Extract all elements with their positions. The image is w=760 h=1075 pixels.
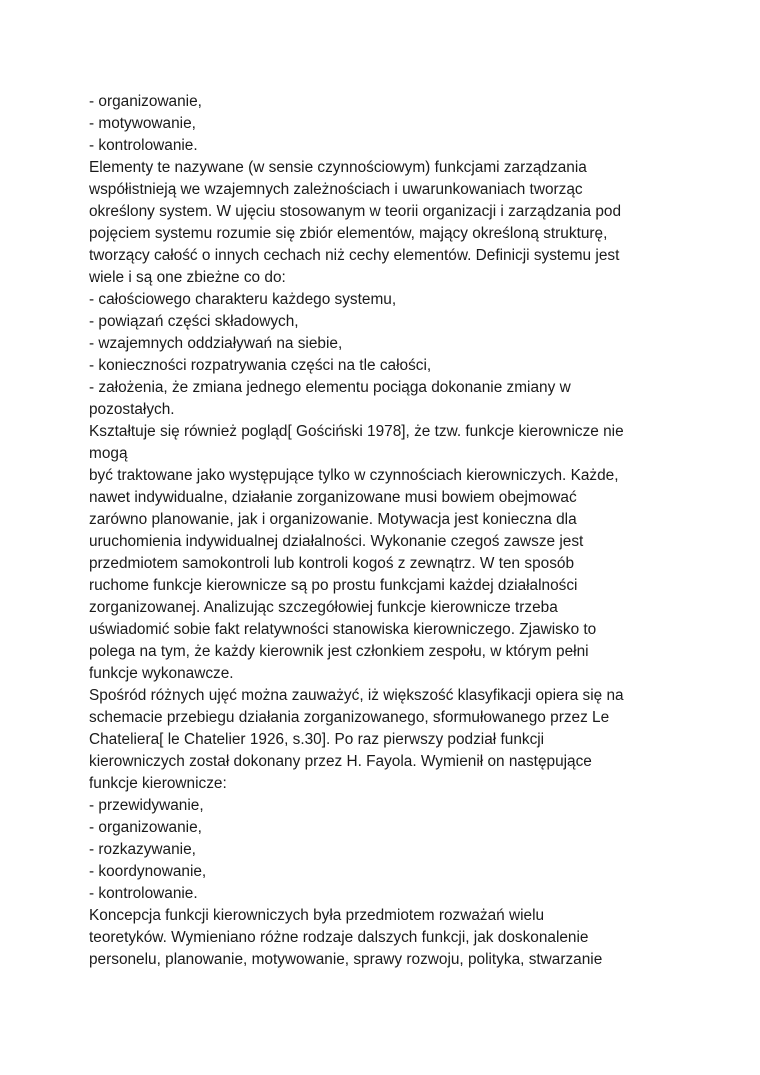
text-line: Koncepcja funkcji kierowniczych była przedmiotem rozważań wielu [89,907,545,924]
text-line: polega na tym, że każdy kierownik jest członkiem zespołu, w którym pełni [89,643,589,660]
text-line: funkcje kierownicze: [89,775,227,792]
text-line: określony system. W ujęciu stosowanym w teorii organizacji i zarządzania pod [89,203,622,220]
text-line: - motywowanie, [89,115,196,132]
text-line: pozostałych. [89,401,175,418]
text-line: - założenia, że zmiana jednego elementu pociąga dokonanie zmiany w [89,379,571,396]
text-line: wiele i są one zbieżne co do: [89,269,286,286]
text-line: zarówno planowanie, jak i organizowanie. Motywacja jest konieczna dla [89,511,577,528]
text-line: przedmiotem samokontroli lub kontroli kogoś z zewnątrz. W ten sposób [89,555,575,572]
text-line: teoretyków. Wymieniano różne rodzaje dalszych funkcji, jak doskonalenie [89,929,589,946]
text-line: - kontrolowanie. [89,885,198,902]
text-line: zorganizowanej. Analizując szczegółowiej funkcje kierownicze trzeba [89,599,558,616]
text-line: - organizowanie, [89,819,202,836]
text-line: schemacie przebiegu działania zorganizowanego, sformułowanego przez Le [89,709,610,726]
text-line: - powiązań części składowych, [89,313,299,330]
text-line: współistnieją we wzajemnych zależnościach i uwarunkowaniach tworząc [89,181,583,198]
text-line: kierowniczych został dokonany przez H. Fayola. Wymienił on następujące [89,753,592,770]
text-line: - całościowego charakteru każdego systemu, [89,291,397,308]
text-line: ruchome funkcje kierownicze są po prostu funkcjami każdej działalności [89,577,578,594]
text-line: nawet indywidualne, działanie zorganizowane musi bowiem obejmować [89,489,577,506]
text-line: mogą [89,445,128,462]
text-line: pojęciem systemu rozumie się zbiór elementów, mający określoną strukturę, [89,225,608,242]
text-line: być traktowane jako występujące tylko w czynnościach kierowniczych. Każde, [89,467,619,484]
document-page [89,91,689,971]
text-line: - przewidywanie, [89,797,204,814]
text-line: - kontrolowanie. [89,137,198,154]
text-line: - wzajemnych oddziaływań na siebie, [89,335,343,352]
text-line: Kształtuje się również pogląd[ Gościński 1978], że tzw. funkcje kierownicze nie [89,423,624,440]
text-line: personelu, planowanie, motywowanie, sprawy rozwoju, polityka, stwarzanie [89,951,603,968]
text-line: - konieczności rozpatrywania części na tle całości, [89,357,432,374]
text-line: funkcje wykonawcze. [89,665,234,682]
text-line: - rozkazywanie, [89,841,196,858]
text-line: Elementy te nazywane (w sensie czynnościowym) funkcjami zarządzania [89,159,587,176]
text-line: - organizowanie, [89,93,202,110]
text-line: tworzący całość o innych cechach niż cechy elementów. Definicji systemu jest [89,247,620,264]
text-line: Spośród różnych ujęć można zauważyć, iż większość klasyfikacji opiera się na [89,687,624,704]
text-line: uświadomić sobie fakt relatywności stanowiska kierowniczego. Zjawisko to [89,621,597,638]
text-line: Chateliera[ le Chatelier 1926, s.30]. Po raz pierwszy podział funkcji [89,731,545,748]
text-line: - koordynowanie, [89,863,207,880]
text-line: uruchomienia indywidualnej działalności. Wykonanie czegoś zawsze jest [89,533,584,550]
